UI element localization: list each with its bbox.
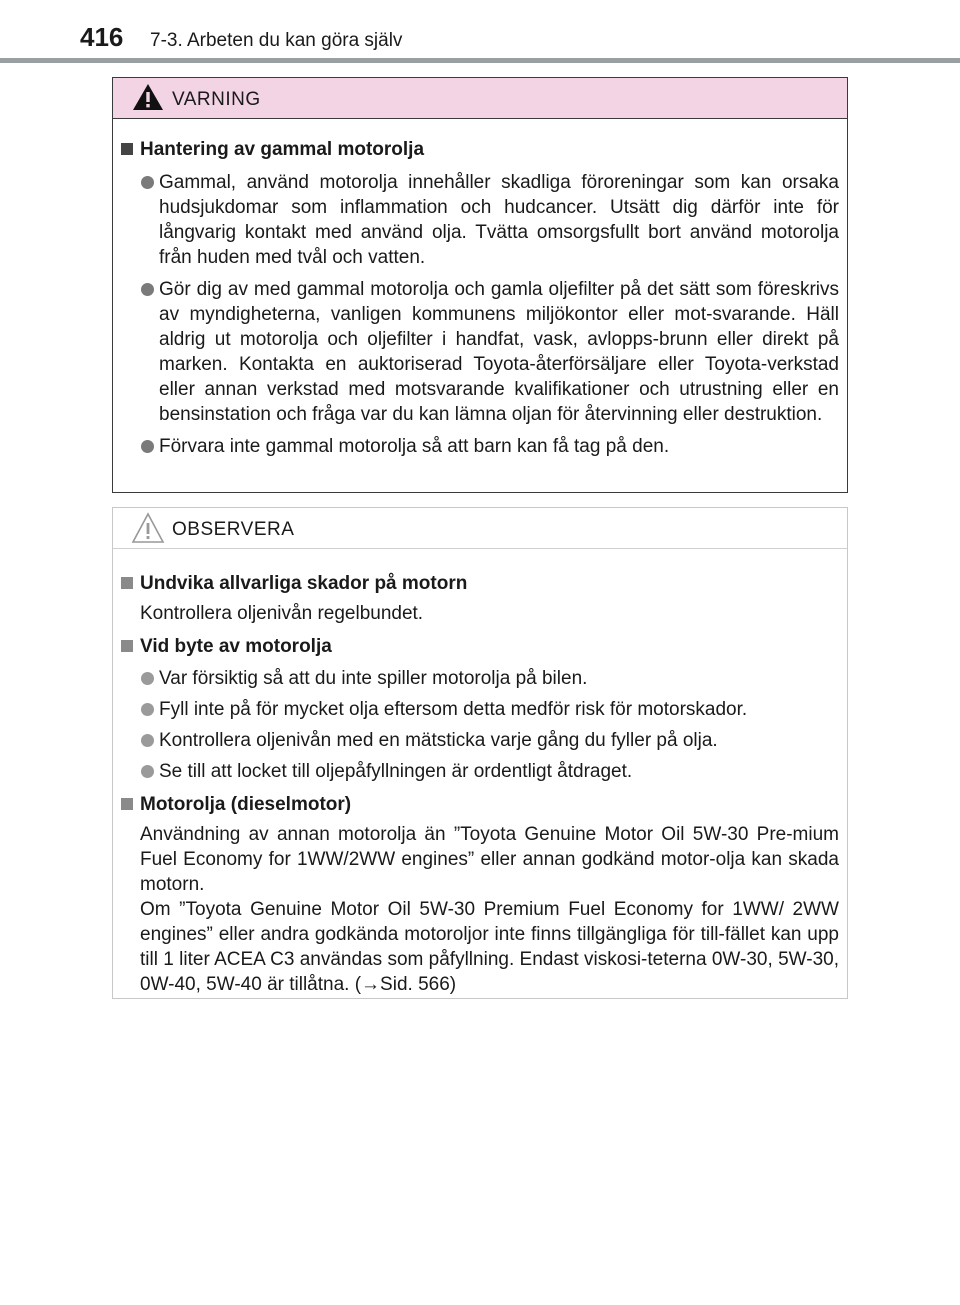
notice-paragraph: Om ”Toyota Genuine Motor Oil 5W-30 Premium Fuel Economy for 1WW/ 2WW engines” eller andra godkända motoroljor inte finns tillgängliga för till-fället kan upp till 1 liter ACEA C3 användas som påfyllning. Endast viskosi-teterna 0W-30, 5W-30, 0W-40, 5W-40 är tillåtna. (→Sid. 566) bbox=[140, 899, 839, 995]
notice-section-title: Motorolja (dieselmotor) bbox=[121, 792, 839, 818]
circle-bullet-icon bbox=[141, 672, 154, 685]
square-bullet-icon bbox=[121, 640, 133, 652]
circle-bullet-icon bbox=[141, 765, 154, 778]
warning-section-title: Hantering av gammal motorolja bbox=[121, 137, 839, 163]
notice-paragraph: Kontrollera oljenivån regelbundet. bbox=[140, 603, 424, 624]
notice-paragraph: Användning av annan motorolja än ”Toyota Genuine Motor Oil 5W-30 Pre-mium Fuel Economy for 1WW/2WW engines” eller annan godkänd motor-olja kan skada motorn. bbox=[140, 824, 839, 895]
warning-box bbox=[112, 77, 848, 493]
list-item: Fyll inte på för mycket olja eftersom detta medför risk för motorskador. bbox=[121, 697, 839, 722]
square-bullet-icon bbox=[121, 798, 133, 810]
list-item: Förvara inte gammal motorolja så att barn kan få tag på den. bbox=[121, 434, 839, 459]
warning-label: VARNING bbox=[172, 89, 261, 110]
page-header bbox=[0, 0, 960, 64]
circle-bullet-icon bbox=[141, 440, 154, 453]
list-item: Gammal, använd motorolja innehåller skadliga föroreningar som kan orsaka hudsjukdomar som inflammation och hudcancer. Utsätt dig därför inte för långvarig kontakt med använd olja. Tvätta omsorgsfullt bort använd motorolja från huden med tvål och vatten. bbox=[121, 170, 839, 270]
circle-bullet-icon bbox=[141, 734, 154, 747]
circle-bullet-icon bbox=[141, 176, 154, 189]
circle-bullet-icon bbox=[141, 283, 154, 296]
header-rule bbox=[0, 58, 960, 63]
caution-outline-icon bbox=[131, 512, 165, 544]
circle-bullet-icon bbox=[141, 703, 154, 716]
notice-label: OBSERVERA bbox=[172, 519, 295, 540]
list-item: Kontrollera oljenivån med en mätsticka varje gång du fyller på olja. bbox=[121, 728, 839, 753]
notice-section-title: Undvika allvarliga skador på motorn bbox=[121, 571, 839, 597]
list-item: Se till att locket till oljepåfyllningen är ordentligt åtdraget. bbox=[121, 759, 839, 784]
warning-box-header bbox=[113, 78, 847, 119]
notice-box-header bbox=[113, 508, 847, 549]
notice-section-title: Vid byte av motorolja bbox=[121, 634, 839, 660]
list-item: Gör dig av med gammal motorolja och gamla oljefilter på det sätt som föreskrivs av myndigheterna, vanligen kommunens miljökontor eller mot-svarande. Häll aldrig ut motorolja och oljefilter i handfat, vask, avlopps-brunn eller direkt på marken. Kontakta en auktoriserad Toyota-återförsäljare eller Toyota-verkstad eller annan verkstad med motsvarande kvalifikationer och utrustning eller en bensinstation och fråga var du kan lämna oljan för återvinning eller destruktion. bbox=[121, 277, 839, 427]
square-bullet-icon bbox=[121, 143, 133, 155]
notice-box bbox=[112, 507, 848, 999]
page-number: 416 bbox=[80, 22, 124, 52]
section-title: 7-3. Arbeten du kan göra själv bbox=[150, 30, 403, 51]
warning-triangle-icon bbox=[131, 82, 165, 112]
list-item: Var försiktig så att du inte spiller motorolja på bilen. bbox=[121, 666, 839, 691]
square-bullet-icon bbox=[121, 577, 133, 589]
